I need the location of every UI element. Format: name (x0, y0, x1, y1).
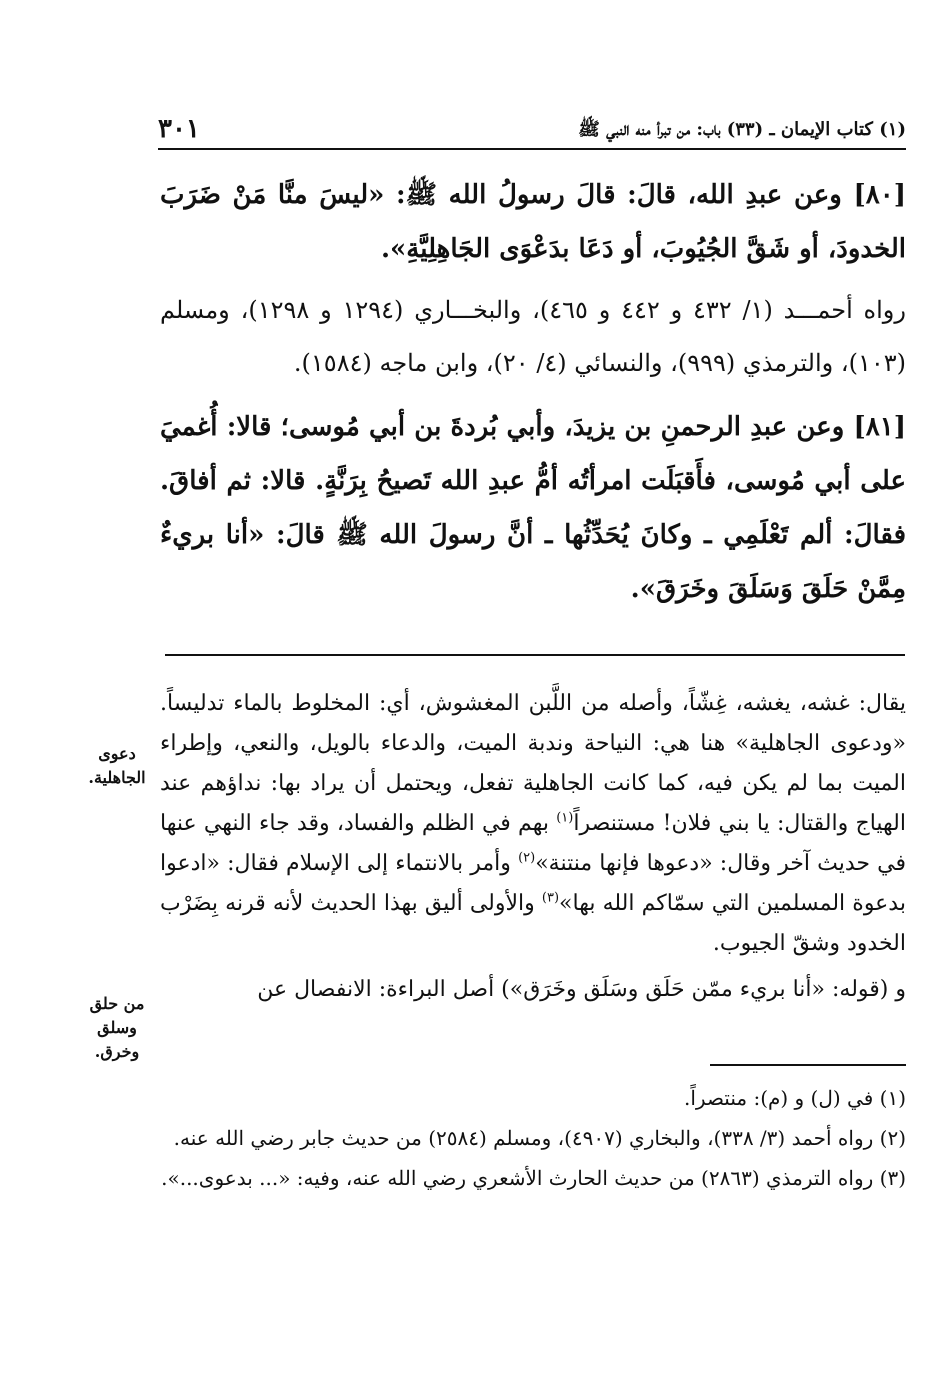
page-header (158, 112, 906, 146)
hadith-81: [٨١] وعن عبدِ الرحمنِ بن يزيدَ، وأبي بُردةَ بن أبي مُوسى؛ قالا: أُغميَ على أبي مُوسى، فأَقبَلَت امرأتُه أمُّ عبدِ الله تَصيحُ بِرَنَّةٍ. قالا: ثم أفاقَ. فقالَ: ألم تَعْلَمِي ـ وكانَ يُحَدِّثُها ـ أنَّ رسولَ الله ﷺ قالَ: «أنا بريءٌ مِمَّنْ حَلَقَ وَسَلَقَ وخَرَقَ». (160, 412, 906, 604)
commentary (160, 684, 906, 1016)
main-text (160, 168, 906, 624)
commentary-text: يقال: غشه، يغشه، غِشّاً، وأصله من اللَّبن المغشوش، أي: المخلوط بالماء تدليساً. «ودعوى الجاهلية» هنا هي: النياحة وندبة الميت، والدعاء بالويل، والنعي، وإطراء الميت بما لم يكن فيه، كما كانت الجاهلية تفعل، ويحتمل أن يراد بها: نداؤهم عند الهياج والقتال: يا بني فلان! مستنصراً (160, 691, 906, 836)
footnote-ref-3: (٣) (541, 890, 560, 906)
margin-note-jahiliyya: دعوى الجاهلية. (88, 744, 146, 787)
running-title: (١) كتاب الإيمان ـ (٣٣) باب: من تبرأ منه النبي ﷺ (578, 119, 906, 140)
commentary-paragraph-2: و (قوله: «أنا بريء ممّن حَلَق وسَلَق وخَرَق») أصل البراءة: الانفصال عن (257, 977, 906, 1002)
margin-note-halaq: من حلق وسلق وخرق. (89, 994, 145, 1061)
footnote-1: (١) في (ل) و (م): منتصراً. (684, 1086, 906, 1110)
hadith-80-sources: رواه أحمـــد (١/ ٤٣٢ و ٤٤٢ و ٤٦٥)، والبخـــاري (١٢٩٤ و ١٢٩٨)، ومسلم (١٠٣)، والترمذي (٩٩٩)، والنسائي (٤/ ٢٠)، وابن ماجه (١٥٨٤). (160, 296, 906, 377)
hadith-80: [٨٠] وعن عبدِ الله، قالَ: قالَ رسولُ الله ﷺ: «ليسَ منَّا مَنْ ضَرَبَ الخدودَ، أو شَقَّ الجُيُوبَ، أو دَعَا بدَعْوَى الجَاهِلِيَّةِ». (160, 180, 906, 264)
footnote-3: (٣) رواه الترمذي (٢٨٦٣) من حديث الحارث الأشعري رضي الله عنه، وفيه: «... بدعوى...». (161, 1166, 906, 1190)
page-number: ٣٠١ (158, 114, 200, 144)
footnote-ref-1: (١) (556, 810, 574, 826)
footnote-2: (٢) رواه أحمد (٣/ ٣٣٨)، والبخاري (٤٩٠٧)، ومسلم (٢٥٨٤) من حديث جابر رضي الله عنه. (173, 1126, 906, 1150)
footnote-divider (710, 1064, 906, 1066)
header-divider (158, 148, 906, 150)
commentary-paragraph (160, 684, 906, 964)
commentary-divider (165, 654, 905, 656)
footnote-ref-2: (٢) (518, 850, 536, 866)
footnotes (160, 1080, 906, 1200)
commentary-text: والأولى أليق بهذا الحديث لأنه قرنه بِضَرْب الخدود وشقّ الجيوب. (160, 891, 906, 956)
commentary-text: وأمر بالانتماء إلى الإسلام فقال: «ادعوا بدعوة المسلمين التي سمّاكم الله بها» (160, 851, 906, 916)
commentary-text: بهم في الظلم والفساد، وقد جاء النهي عنها في حديث آخر وقال: «دعوها فإنها منتنة» (160, 811, 906, 876)
